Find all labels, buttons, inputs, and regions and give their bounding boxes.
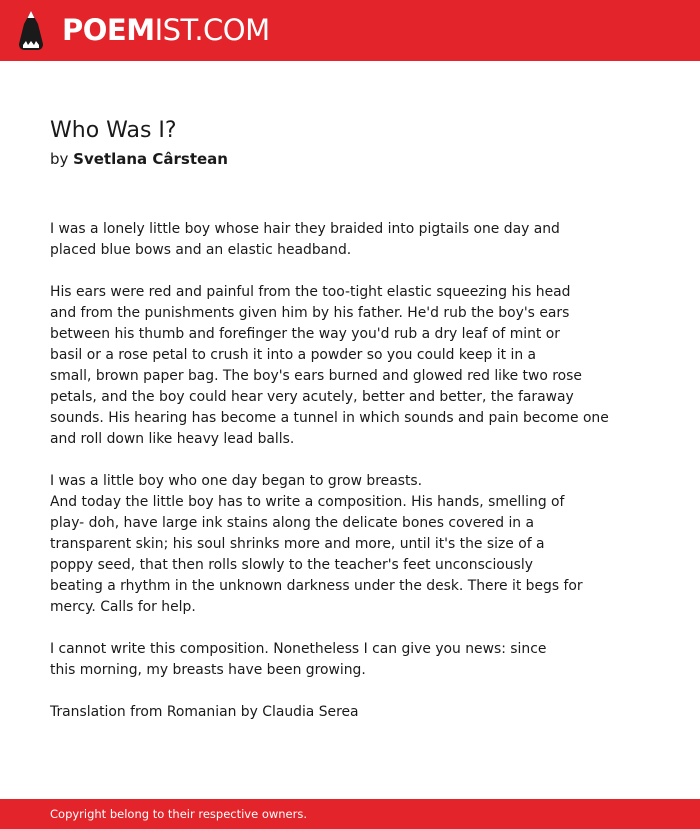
stanza-break	[50, 261, 670, 282]
site-footer	[0, 799, 700, 829]
poem-line: petals, and the boy could hear very acutely, better and better, the faraway	[50, 389, 574, 405]
poem-title: Who Was I?	[50, 118, 177, 143]
pencil-icon[interactable]	[18, 10, 44, 52]
poem-line: transparent skin; his soul shrinks more and more, until it's the size of a	[50, 536, 545, 552]
poem-line: small, brown paper bag. The boy's ears burned and glowed red like two rose	[50, 368, 582, 384]
poem-line: And today the little boy has to write a composition. His hands, smelling of	[50, 494, 565, 510]
poem-line: and from the punishments given him by his father. He'd rub the boy's ears	[50, 305, 570, 321]
by-label: by	[50, 150, 74, 168]
logo-light-text: IST.COM	[154, 13, 270, 47]
site-logo[interactable]	[62, 12, 270, 48]
poem-line: this morning, my breasts have been growing.	[50, 662, 366, 678]
stanza-break	[50, 450, 670, 471]
poem-line: sounds. His hearing has become a tunnel in which sounds and pain become one	[50, 410, 609, 426]
poem-line: and roll down like heavy lead balls.	[50, 431, 295, 447]
poem-line: I was a little boy who one day began to grow breasts.	[50, 473, 423, 489]
poem-body	[50, 219, 670, 723]
stanza-break	[50, 681, 670, 702]
poem-line: placed blue bows and an elastic headband.	[50, 242, 352, 258]
poem-line: beating a rhythm in the unknown darkness under the desk. There it begs for	[50, 578, 583, 594]
poem-line: mercy. Calls for help.	[50, 599, 196, 615]
poem-line: poppy seed, that then rolls slowly to the teacher's feet unconsciously	[50, 557, 533, 573]
stanza-break	[50, 618, 670, 639]
poem-author: Svetlana Cârstean	[73, 150, 228, 168]
logo-bold-text: POEM	[62, 13, 155, 47]
poem-byline	[50, 149, 228, 169]
poem-line: basil or a rose petal to crush it into a powder so you could keep it in a	[50, 347, 537, 363]
poem-line: Translation from Romanian by Claudia Serea	[50, 704, 359, 720]
poem-line: I was a lonely little boy whose hair they braided into pigtails one day and	[50, 221, 560, 237]
poem-line: I cannot write this composition. Nonetheless I can give you news: since	[50, 641, 547, 657]
poem-line: His ears were red and painful from the too-tight elastic squeezing his head	[50, 284, 571, 300]
copyright-notice: Copyright belong to their respective owners.	[50, 807, 308, 821]
poem-line: between his thumb and forefinger the way you'd rub a dry leaf of mint or	[50, 326, 560, 342]
poem-line: play- doh, have large ink stains along the delicate bones covered in a	[50, 515, 535, 531]
site-header	[0, 0, 700, 61]
